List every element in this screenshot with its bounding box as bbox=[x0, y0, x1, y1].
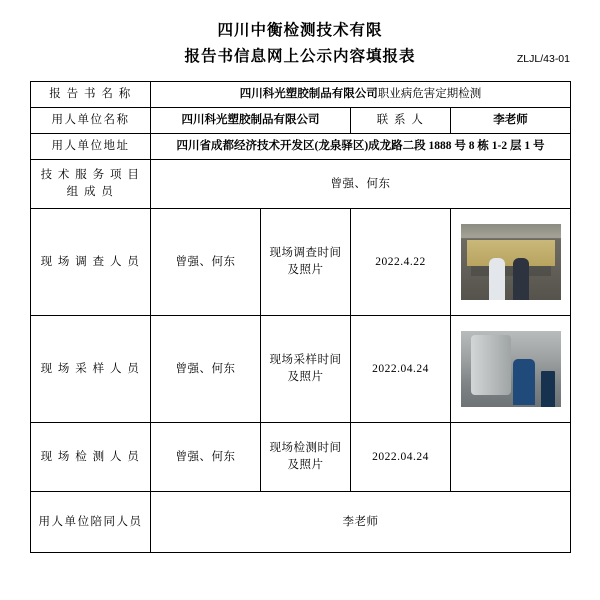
row-label-report-name: 报 告 书 名 称 bbox=[31, 81, 151, 107]
row-label-sampling-time: 现场采样时间及照片 bbox=[261, 316, 351, 423]
row-label-accompany: 用人单位陪同人员 bbox=[31, 492, 151, 553]
row-label-testing-staff: 现 场 检 测 人 员 bbox=[31, 423, 151, 492]
cell-sampling-photo bbox=[451, 316, 571, 423]
row-label-testing-time: 现场检测时间及照片 bbox=[261, 423, 351, 492]
row-value-testing-staff: 曾强、何东 bbox=[151, 423, 261, 492]
document-code: ZLJL/43-01 bbox=[516, 52, 570, 65]
title-line-2 bbox=[30, 44, 570, 70]
report-name-company: 四川科光塑胶制品有限公司 bbox=[239, 87, 378, 100]
table-row bbox=[31, 209, 571, 316]
document-title-block bbox=[30, 18, 570, 71]
row-value-team-members: 曾强、何东 bbox=[151, 160, 571, 209]
row-value-employer-address: 四川省成都经济技术开发区(龙泉驿区)成龙路二段 1888 号 8 栋 1-2 层 1 号 bbox=[151, 134, 571, 160]
row-value-survey-staff: 曾强、何东 bbox=[151, 209, 261, 316]
row-value-survey-date: 2022.4.22 bbox=[351, 209, 451, 316]
table-row bbox=[31, 160, 571, 209]
row-label-sampling-staff: 现 场 采 样 人 员 bbox=[31, 316, 151, 423]
site-survey-photo bbox=[461, 224, 561, 300]
title-line-1: 四川中衡检测技术有限 bbox=[217, 22, 383, 39]
row-value-testing-date: 2022.04.24 bbox=[351, 423, 451, 492]
row-value-contact: 李老师 bbox=[451, 107, 571, 133]
table-row bbox=[31, 492, 571, 553]
row-value-accompany: 李老师 bbox=[151, 492, 571, 553]
row-label-employer-address: 用人单位地址 bbox=[31, 134, 151, 160]
title-line-2-text: 报告书信息网上公示内容填报表 bbox=[184, 48, 416, 66]
table-row bbox=[31, 423, 571, 492]
row-label-employer-name: 用人单位名称 bbox=[31, 107, 151, 133]
table-row bbox=[31, 81, 571, 107]
row-value-employer-name: 四川科光塑胶制品有限公司 bbox=[151, 107, 351, 133]
report-info-table bbox=[30, 81, 571, 554]
row-value-report-name bbox=[151, 81, 571, 107]
cell-survey-photo bbox=[451, 209, 571, 316]
cell-testing-photo bbox=[451, 423, 571, 492]
row-value-sampling-date: 2022.04.24 bbox=[351, 316, 451, 423]
site-sampling-photo bbox=[461, 331, 561, 407]
row-label-team-members: 技 术 服 务 项 目 组 成 员 bbox=[31, 160, 151, 209]
table-row bbox=[31, 107, 571, 133]
table-row bbox=[31, 316, 571, 423]
table-row bbox=[31, 134, 571, 160]
row-label-contact: 联 系 人 bbox=[351, 107, 451, 133]
row-value-sampling-staff: 曾强、何东 bbox=[151, 316, 261, 423]
row-label-survey-staff: 现 场 调 查 人 员 bbox=[31, 209, 151, 316]
report-name-suffix: 职业病危害定期检测 bbox=[377, 87, 482, 100]
row-label-survey-time: 现场调查时间及照片 bbox=[261, 209, 351, 316]
